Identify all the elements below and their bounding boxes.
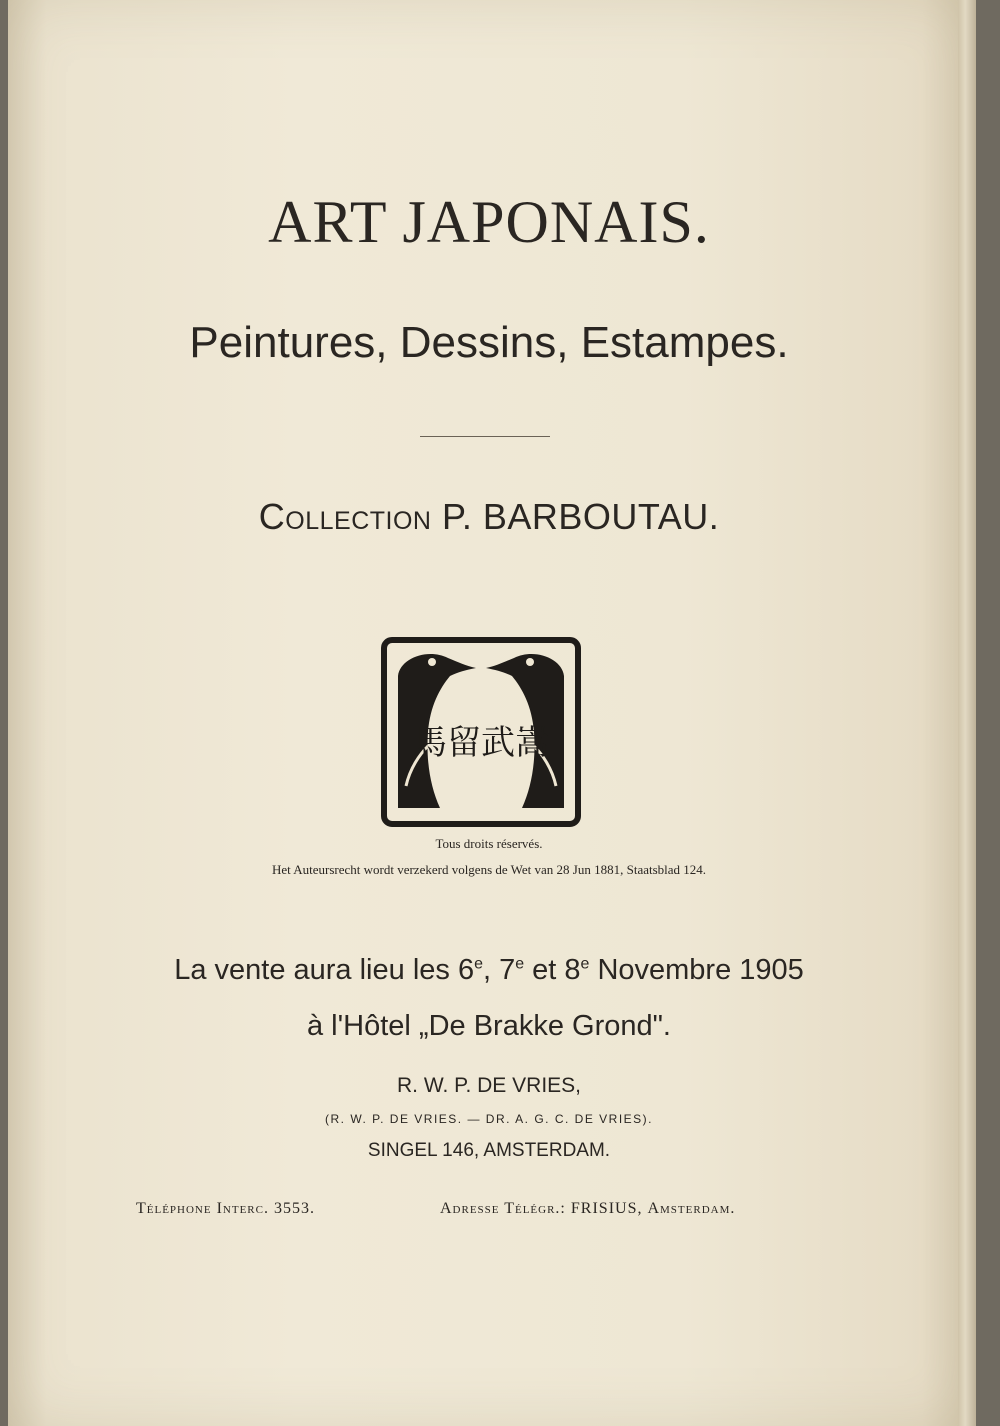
- telegraph-label: Adresse Télégr.:: [440, 1200, 566, 1217]
- copyright-law: Het Auteursrecht wordt verzekerd volgens de Wet van 28 Jun 1881, Staatsblad 124.: [271, 862, 707, 877]
- collection-heading: [8, 496, 970, 538]
- sale-dates: [8, 954, 970, 987]
- page-subtitle: Peintures, Dessins, Estampes.: [189, 318, 789, 367]
- collection-prefix: Collection: [258, 496, 432, 537]
- page-edge: [958, 0, 976, 1426]
- sale-text-4: Novembre 1905: [589, 954, 804, 986]
- telegraph-city: Amsterdam.: [647, 1200, 736, 1217]
- sale-venue: à l'Hôtel „De Brakke Grond".: [307, 1010, 671, 1042]
- sale-text-3: et 8: [524, 954, 581, 986]
- telegraph-address: [440, 1200, 735, 1218]
- telephone-text: Téléphone Interc. 3553.: [136, 1200, 315, 1217]
- catalogue-page: [8, 0, 970, 1426]
- rights-reserved: Tous droits réservés.: [435, 836, 543, 851]
- sale-text-1: La vente aura lieu les 6: [174, 954, 475, 986]
- page-title: ART JAPONAIS.: [268, 189, 710, 255]
- sale-sup-1: e: [474, 955, 483, 973]
- sale-text-2: , 7: [482, 954, 516, 986]
- publisher-address: SINGEL 146, AMSTERDAM.: [367, 1140, 611, 1161]
- publisher-partners: (R. W. P. DE VRIES. — DR. A. G. C. DE VRIES).: [325, 1112, 653, 1126]
- sale-sup-2: e: [515, 955, 525, 973]
- divider: [420, 436, 550, 437]
- sale-sup-3: e: [580, 955, 590, 973]
- publisher-name: R. W. P. DE VRIES,: [397, 1074, 581, 1097]
- collection-name: P. BARBOUTAU.: [441, 496, 720, 537]
- seal-characters: 馬留武嵩: [413, 723, 549, 763]
- seal-two-birds-icon: [380, 636, 582, 828]
- telephone: [136, 1200, 315, 1218]
- telegraph-value: FRISIUS,: [570, 1200, 643, 1217]
